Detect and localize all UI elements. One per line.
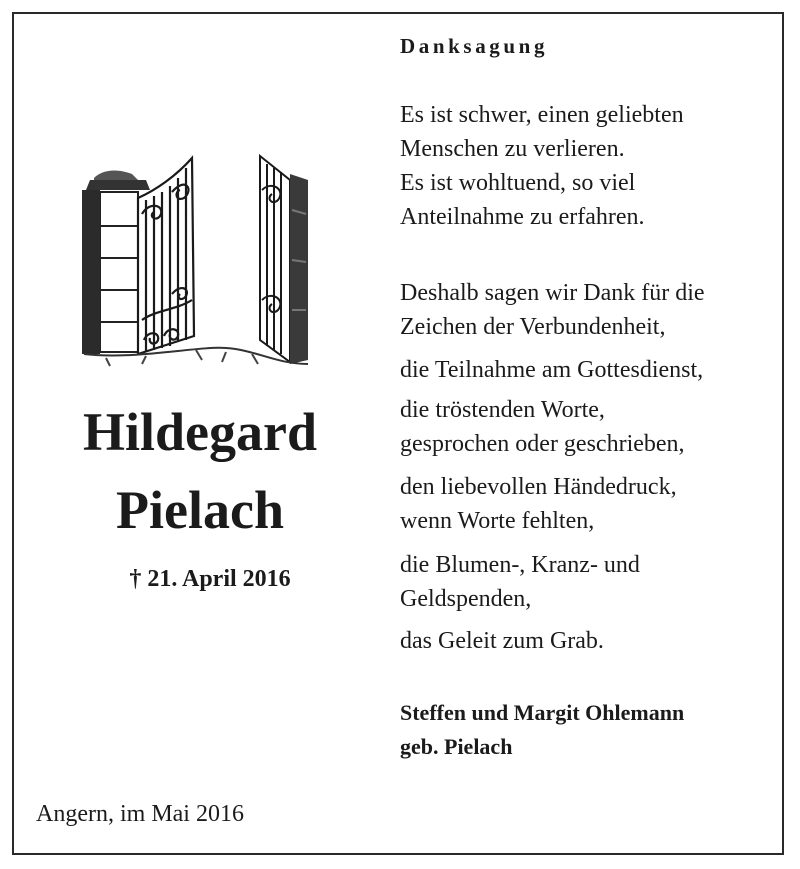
heading: Danksagung [400,34,549,58]
thanks-item [400,353,703,387]
deceased-first-name: Hildegard [82,402,317,462]
thanks-line: wenn Worte fehlten, [400,508,595,534]
intro-line: Es ist wohltuend, so viel [400,170,636,196]
intro-paragraph [400,98,684,234]
thanks-line: die Teilnahme am Gottesdienst, [400,357,704,383]
death-date: † 21. April 2016 [129,566,291,592]
open-gate-illustration-icon [76,150,312,376]
thanks-item [400,393,685,461]
signature-line: geb. Pielach [400,734,513,759]
intro-line: Es ist schwer, einen geliebten [400,102,684,128]
deceased-last-name: Pielach [116,480,284,540]
thanks-line: gesprochen oder geschrieben, [400,431,685,457]
intro-line: Anteilnahme zu erfahren. [400,204,645,230]
place-date: Angern, im Mai 2016 [36,801,244,827]
intro-line: Menschen zu verlieren. [400,136,625,162]
thanks-line: das Geleit zum Grab. [400,628,604,654]
thanks-item [400,470,677,538]
thanks-item [400,276,705,344]
thanks-line: die tröstenden Worte, [400,397,605,423]
thanks-item [400,548,640,616]
thanks-line: Deshalb sagen wir Dank für die [400,280,705,306]
thanks-line: Zeichen der Verbundenheit, [400,314,666,340]
signature-line: Steffen und Margit Ohlemann [400,700,685,725]
thanks-line: den liebevollen Händedruck, [400,474,677,500]
thanks-line: Geldspenden, [400,586,532,612]
thanks-line: die Blumen-, Kranz- und [400,552,640,578]
signature [400,696,684,764]
thanks-item [400,624,604,658]
